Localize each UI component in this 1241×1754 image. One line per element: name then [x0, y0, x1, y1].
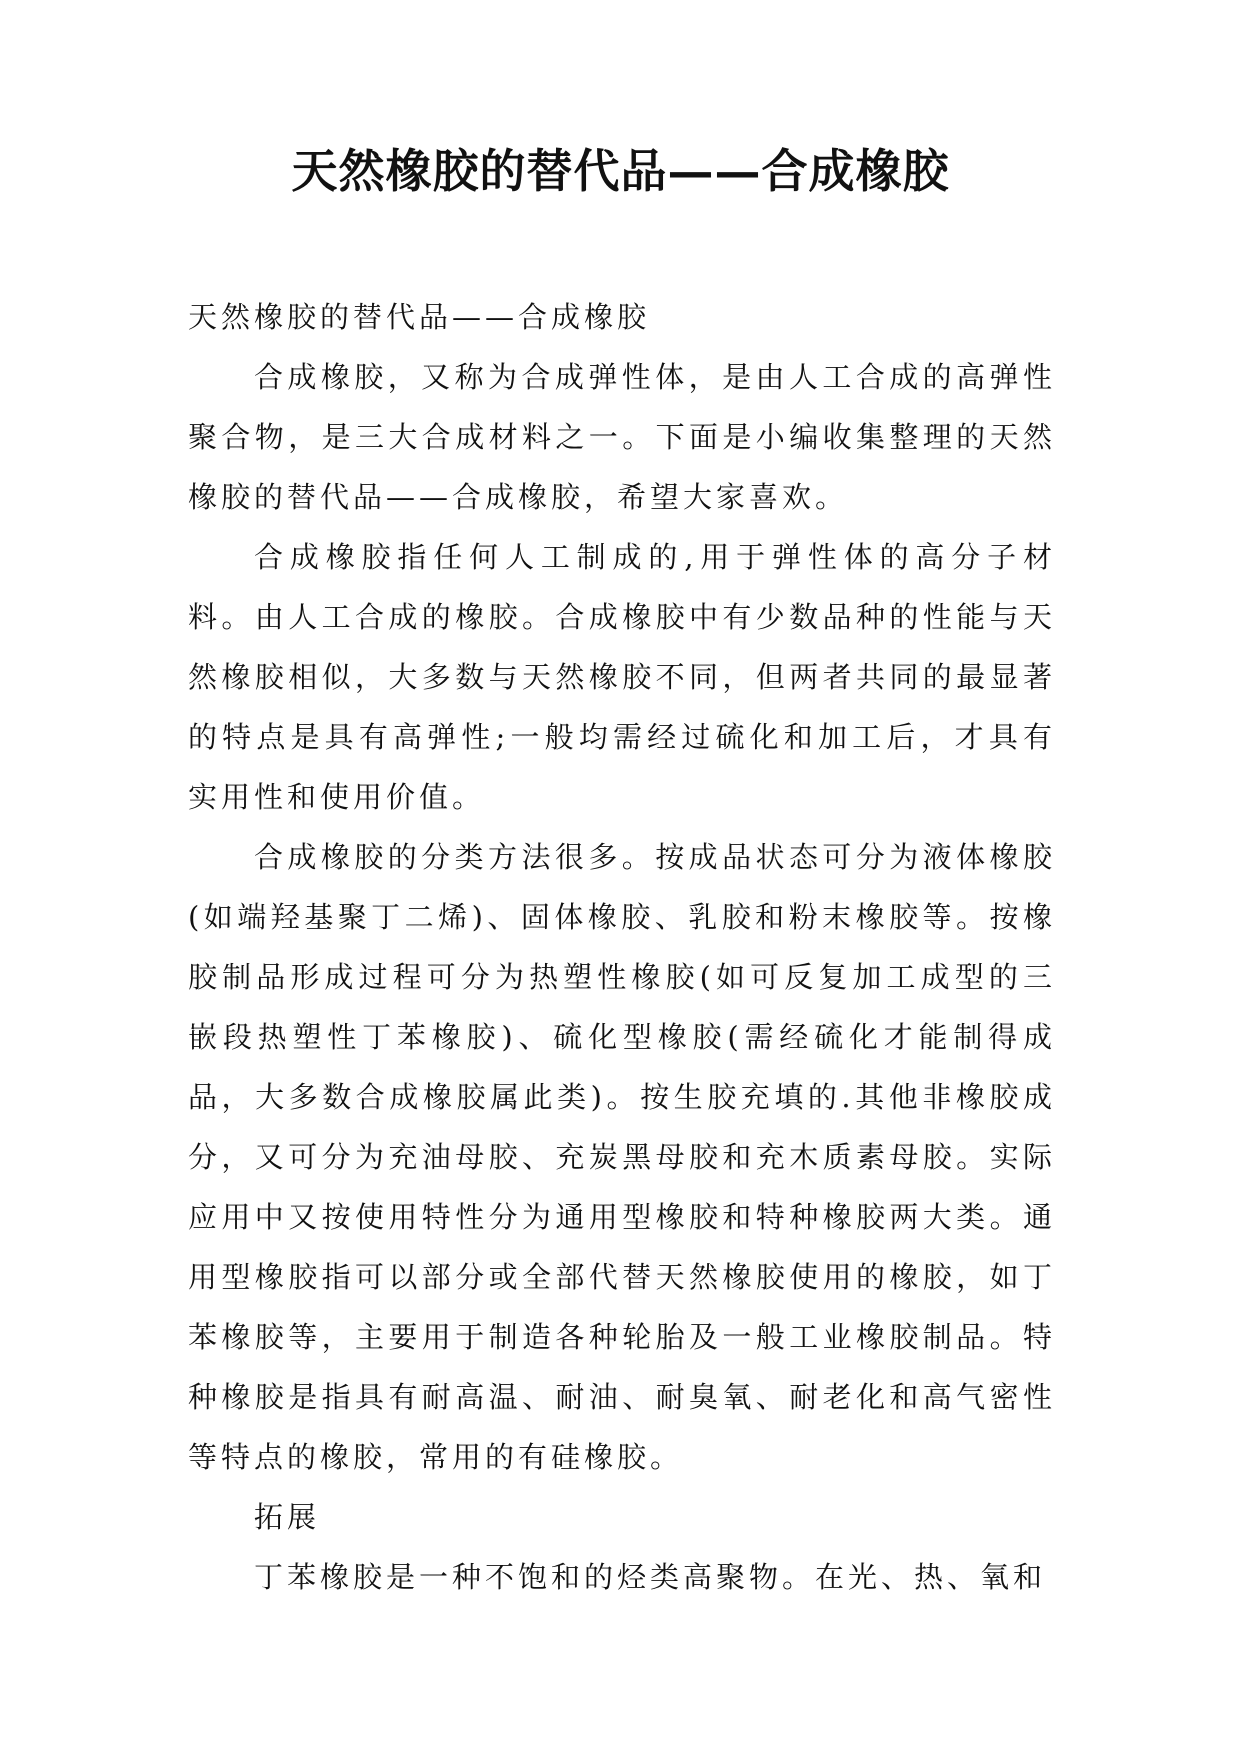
paragraph: 合成橡胶的分类方法很多。按成品状态可分为液体橡胶(如端羟基聚丁二烯)、固体橡胶、乳胶和粉末橡胶等。按橡胶制品形成过程可分为热塑性橡胶(如可反复加工成型的三嵌段热塑性丁苯橡胶)、硫化型橡胶(需经硫化才能制得成品，大多数合成橡胶属此类)。按生胶充填的.其他非橡胶成分，又可分为充油母胶、充炭黑母胶和充木质素母胶。实际应用中又按使用特性分为通用型橡胶和特种橡胶两大类。通用型橡胶指可以部分或全部代替天然橡胶使用的橡胶，如丁苯橡胶等，主要用于制造各种轮胎及一般工业橡胶制品。特种橡胶是指具有耐高温、耐油、耐臭氧、耐老化和高气密性等特点的橡胶，常用的有硅橡胶。 [188, 840, 1056, 1474]
paragraph: 拓展 [254, 1500, 321, 1534]
document-title: 天然橡胶的替代品——合成橡胶 [291, 144, 950, 198]
document-body [188, 287, 1056, 1607]
paragraph: 合成橡胶，又称为合成弹性体，是由人工合成的高弹性聚合物，是三大合成材料之一。下面是小编收集整理的天然橡胶的替代品——合成橡胶，希望大家喜欢。 [188, 360, 1056, 514]
paragraph: 合成橡胶指任何人工制成的,用于弹性体的高分子材料。由人工合成的橡胶。合成橡胶中有少数品种的性能与天然橡胶相似，大多数与天然橡胶不同，但两者共同的最显著的特点是具有高弹性;一般均需经过硫化和加工后，才具有实用性和使用价值。 [188, 540, 1056, 814]
paragraph: 天然橡胶的替代品——合成橡胶 [188, 300, 651, 334]
paragraph: 丁苯橡胶是一种不饱和的烃类高聚物。在光、热、氧和 [254, 1560, 1047, 1594]
